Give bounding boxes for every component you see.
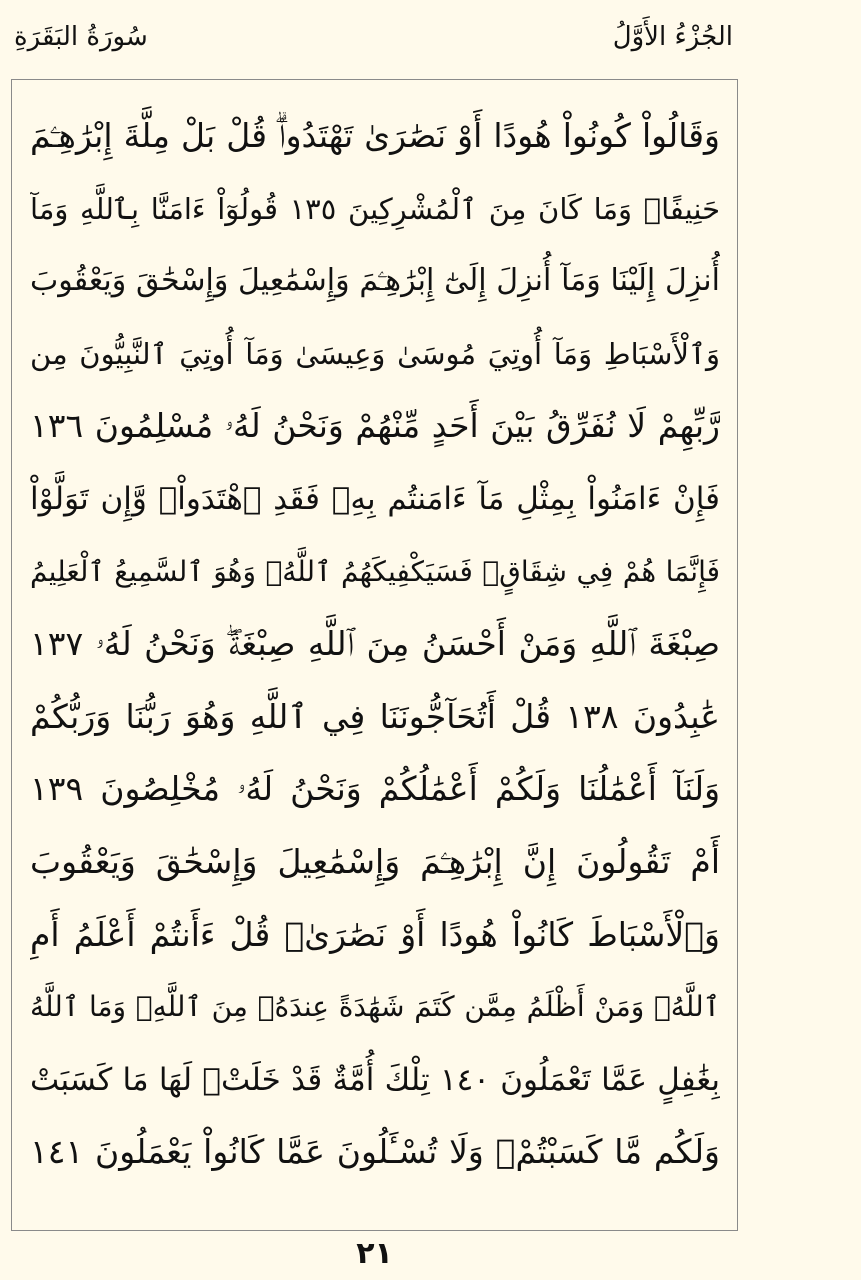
text-line: رَّبِّهِمْ لَا نُفَرِّقُ بَيْنَ أَحَدٍ مِّنْهُمْ وَنَحْنُ لَهُۥ مُسْلِمُونَ ١٣٦ [30,406,720,446]
juz-title: الجُزْءُ الأَوَّلُ [612,22,733,52]
text-line: أَمْ تَقُولُونَ إِنَّ إِبْرَٰهِـۧمَ وَإِسْمَٰعِيلَ وَإِسْحَٰقَ وَيَعْقُوبَ [30,841,720,881]
text-line: بِغَٰفِلٍ عَمَّا تَعْمَلُونَ ١٤٠ تِلْكَ أُمَّةٌ قَدْ خَلَتْۖ لَهَا مَا كَسَبَتْ [30,1061,720,1098]
quran-text [30,100,720,1189]
text-line: صِبْغَةَ ٱللَّهِ وَمَنْ أَحْسَنُ مِنَ ٱللَّهِ صِبْغَةًۖ وَنَحْنُ لَهُۥ ١٣٧ [30,624,720,664]
text-line: حَنِيفًاۖ وَمَا كَانَ مِنَ ٱلْمُشْرِكِينَ ١٣٥ قُولُوٓاْ ءَامَنَّا بِٱللَّهِ وَمَآ [30,191,720,226]
text-line: وَقَالُواْ كُونُواْ هُودًا أَوْ نَصَٰرَىٰ تَهْتَدُواْۗ قُلْ بَلْ مِلَّةَ إِبْرَٰهِـۧمَ [30,116,720,155]
text-line: فَإِنَّمَا هُمْ فِي شِقَاقٍۖ فَسَيَكْفِيكَهُمُ ٱللَّهُۚ وَهُوَ ٱلسَّمِيعُ ٱلْعَلِيمُ [30,554,720,588]
text-line: عَٰبِدُونَ ١٣٨ قُلْ أَتُحَآجُّونَنَا فِي ٱللَّهِ وَهُوَ رَبُّنَا وَرَبُّكُمْ [30,696,720,736]
text-line: فَإِنْ ءَامَنُواْ بِمِثْلِ مَآ ءَامَنتُم بِهِۦ فَقَدِ ٱهْتَدَواْۖ وَّإِن تَوَلَّوْاْ [30,480,720,517]
surah-title: سُورَةُ البَقَرَةِ [14,22,148,52]
text-line: وَلَنَآ أَعْمَٰلُنَا وَلَكُمْ أَعْمَٰلُكُمْ وَنَحْنُ لَهُۥ مُخْلِصُونَ ١٣٩ [30,769,720,809]
text-line: ٱللَّهُۗ وَمَنْ أَظْلَمُ مِمَّن كَتَمَ شَهَٰدَةً عِندَهُۥ مِنَ ٱللَّهِۗ وَمَا ٱللَّهُ [30,990,720,1024]
page-number: ٢١ [356,1236,393,1271]
text-line: أُنزِلَ إِلَيْنَا وَمَآ أُنزِلَ إِلَىٰٓ إِبْرَٰهِـۧمَ وَإِسْمَٰعِيلَ وَإِسْحَٰقَ وَيَعْقُوبَ [30,263,720,299]
text-line: وَٱلْأَسْبَاطِ وَمَآ أُوتِيَ مُوسَىٰ وَعِيسَىٰ وَمَآ أُوتِيَ ٱلنَّبِيُّونَ مِن [30,336,720,371]
text-line: وَٱلْأَسْبَاطَ كَانُواْ هُودًا أَوْ نَصَٰرَىٰۗ قُلْ ءَأَنتُمْ أَعْلَمُ أَمِ [30,914,720,954]
text-line: وَلَكُم مَّا كَسَبْتُمْۖ وَلَا تُسْـَٔلُونَ عَمَّا كَانُواْ يَعْمَلُونَ ١٤١ [30,1132,720,1172]
page-header [0,0,861,78]
